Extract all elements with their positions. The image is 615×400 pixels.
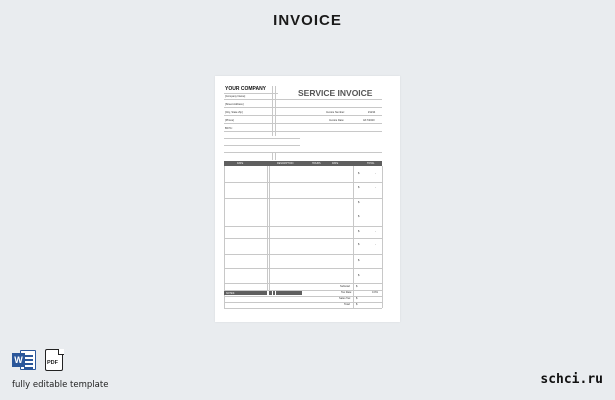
subtotal-value: $ [356, 285, 358, 288]
col-rate: RATE [332, 162, 339, 165]
sales-tax-label: Sales Tax: [339, 297, 351, 300]
pdf-icon[interactable]: PDF [44, 349, 64, 371]
table-header [224, 161, 382, 166]
tax-rate-value: 0.0% [372, 291, 378, 294]
invoice-date-label: Invoice Date: [329, 119, 345, 122]
total-value: $ [356, 303, 358, 306]
caption: fully editable template [12, 380, 109, 390]
total-cell: $ [358, 243, 360, 246]
col-date: DATE [237, 162, 244, 165]
col-total: TOTAL [367, 162, 375, 165]
phone: [Phone] [225, 119, 234, 122]
invoice-preview[interactable] [215, 76, 400, 322]
word-icon[interactable]: W [12, 349, 38, 371]
invoice-number-value: #1234 [368, 111, 376, 114]
notes-bar [224, 291, 267, 295]
sales-tax-value: $ [356, 297, 358, 300]
col-description: DESCRIPTION [277, 162, 294, 165]
notes-bar-2 [269, 291, 302, 295]
city-state-zip: [City, State Zip] [225, 111, 243, 114]
subtotal-label: Subtotal: [340, 285, 351, 288]
total-cell: $ [358, 172, 360, 175]
col-hours: HOURS [312, 162, 321, 165]
invoice-date-value: 4/17/2020 [363, 119, 375, 122]
company-heading: YOUR COMPANY [225, 86, 267, 92]
bill-to-label: Bill To: [225, 127, 233, 130]
total-cell-dash: - [375, 243, 376, 246]
notes-label: NOTES: [226, 291, 235, 295]
total-cell-dash: - [375, 230, 376, 233]
company-name: [Company Name] [225, 95, 246, 98]
tax-rate-label: Tax Rate: [341, 291, 352, 294]
service-invoice-title: SERVICE INVOICE [298, 88, 373, 98]
page-title: INVOICE [273, 12, 342, 29]
total-cell-dash: - [375, 172, 376, 175]
invoice-number-label: Invoice Number: [326, 111, 345, 114]
total-cell: $ [358, 201, 360, 204]
total-cell: $ [358, 274, 360, 277]
total-cell: $ [358, 259, 360, 262]
total-cell: $ [358, 215, 360, 218]
total-cell-dash: - [375, 186, 376, 189]
format-icons [12, 349, 64, 371]
brand-logo[interactable]: schci.ru [540, 372, 603, 387]
total-cell: $ [358, 186, 360, 189]
total-cell: $ [358, 230, 360, 233]
total-label: Total: [344, 303, 351, 306]
street-address: [Street Address] [225, 103, 244, 106]
